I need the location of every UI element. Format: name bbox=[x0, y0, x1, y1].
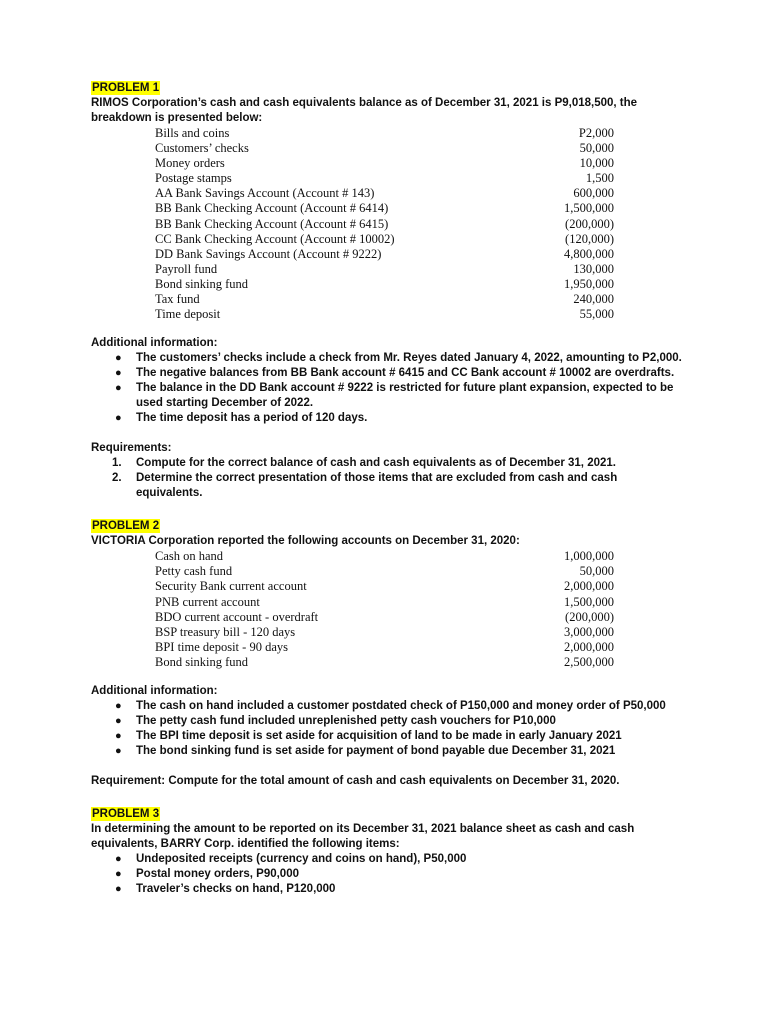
list-item: ● Traveler’s checks on hand, P120,000 bbox=[115, 882, 336, 895]
list-item: 1. Compute for the correct balance of cash and cash equivalents as of December 31, 2021. bbox=[112, 457, 616, 470]
table-row bbox=[155, 579, 614, 594]
problem-1-section bbox=[91, 78, 686, 501]
list-item: ● The BPI time deposit is set aside for acquisition of land to be made in early January 2021 bbox=[115, 729, 622, 742]
item-label: Money orders bbox=[155, 156, 225, 171]
list-item: ● Postal money orders, P90,000 bbox=[115, 867, 299, 880]
problem-3-list bbox=[91, 852, 686, 897]
table-row bbox=[155, 156, 614, 171]
item-amount: (120,000) bbox=[565, 231, 614, 246]
table-row bbox=[155, 625, 614, 640]
list-item: ● Undeposited receipts (currency and coins on hand), P50,000 bbox=[115, 852, 467, 865]
list-item: ● The petty cash fund included unreplenished petty cash vouchers for P10,000 bbox=[115, 714, 556, 727]
item-amount: 240,000 bbox=[573, 292, 614, 307]
table-row bbox=[155, 141, 614, 156]
table-row bbox=[155, 247, 614, 262]
problem-1-additional-title: Additional information: bbox=[91, 337, 218, 350]
item-label: PNB current account bbox=[155, 594, 260, 609]
problem-2-additional-title: Additional information: bbox=[91, 684, 218, 697]
table-row bbox=[155, 655, 614, 670]
item-amount: P2,000 bbox=[578, 126, 614, 140]
bullet-icon: ● bbox=[115, 412, 122, 425]
item-label: BB Bank Checking Account (Account # 6415) bbox=[155, 216, 389, 231]
problem-1-requirements-title: Requirements: bbox=[91, 442, 172, 455]
item-amount: (200,000) bbox=[565, 609, 614, 624]
problem-1-table bbox=[155, 126, 614, 322]
table-row bbox=[155, 610, 614, 625]
item-amount: 50,000 bbox=[579, 564, 614, 579]
table-row bbox=[155, 549, 614, 564]
problem-1-intro: RIMOS Corporation’s cash and cash equivalents balance as of December 31, 2021 is P9,018,500, the breakdown is presented below: bbox=[91, 97, 638, 124]
bullet-icon: ● bbox=[115, 729, 122, 742]
item-amount: 10,000 bbox=[579, 156, 614, 171]
table-row bbox=[155, 232, 614, 247]
bullet-icon: ● bbox=[115, 382, 122, 395]
item-amount: (200,000) bbox=[565, 216, 614, 231]
problem-1-requirements-list bbox=[91, 456, 686, 501]
problem-1-additional-list bbox=[91, 351, 686, 426]
list-item: ● The customers’ checks include a check from Mr. Reyes dated January 4, 2022, amounting to P2,000. bbox=[115, 352, 682, 365]
item-label: Bond sinking fund bbox=[155, 276, 249, 291]
item-label: BDO current account - overdraft bbox=[155, 609, 319, 624]
table-row bbox=[155, 217, 614, 232]
item-amount: 600,000 bbox=[573, 186, 614, 201]
list-item: 2. Determine the correct presentation of those items that are excluded from cash and cash equivalents. bbox=[112, 472, 618, 500]
item-label: Tax fund bbox=[155, 292, 200, 307]
table-row bbox=[155, 126, 614, 141]
item-label: Petty cash fund bbox=[155, 564, 233, 579]
list-item: ● The cash on hand included a customer postdated check of P150,000 and money order of P50,000 bbox=[115, 699, 666, 712]
item-amount: 2,500,000 bbox=[564, 654, 614, 669]
table-row bbox=[155, 640, 614, 655]
problem-1-heading: PROBLEM 1 bbox=[92, 82, 160, 94]
item-amount: 55,000 bbox=[579, 307, 614, 322]
list-item: ● The time deposit has a period of 120 days. bbox=[115, 412, 368, 425]
bullet-icon: ● bbox=[115, 367, 122, 380]
problem-2-intro: VICTORIA Corporation reported the following accounts on December 31, 2020: bbox=[91, 535, 520, 548]
problem-3-heading: PROBLEM 3 bbox=[92, 807, 160, 820]
item-label: Cash on hand bbox=[155, 549, 224, 564]
problem-2-heading: PROBLEM 2 bbox=[92, 520, 160, 533]
document-page bbox=[91, 78, 686, 897]
item-amount: 3,000,000 bbox=[564, 624, 614, 639]
table-row bbox=[155, 307, 614, 322]
table-row bbox=[155, 564, 614, 579]
item-label: Customers’ checks bbox=[155, 141, 249, 156]
problem-2-additional-list bbox=[91, 699, 686, 759]
item-amount: 1,950,000 bbox=[564, 276, 614, 291]
item-label: Payroll fund bbox=[155, 261, 218, 276]
table-row bbox=[155, 595, 614, 610]
item-amount: 1,500 bbox=[585, 171, 614, 186]
item-amount: 130,000 bbox=[573, 261, 614, 276]
item-label: BB Bank Checking Account (Account # 6414) bbox=[155, 201, 389, 216]
item-label: BSP treasury bill - 120 days bbox=[155, 624, 296, 639]
problem-3-intro: In determining the amount to be reported on its December 31, 2021 balance sheet as cash and cash equivalents, BARRY Corp. identified the following items: bbox=[91, 822, 635, 850]
bullet-icon: ● bbox=[115, 744, 122, 757]
item-label: BPI time deposit - 90 days bbox=[155, 639, 288, 654]
problem-2-section bbox=[91, 516, 686, 789]
bullet-icon: ● bbox=[115, 852, 122, 865]
item-amount: 2,000,000 bbox=[564, 639, 614, 654]
item-label: AA Bank Savings Account (Account # 143) bbox=[155, 186, 375, 201]
bullet-icon: ● bbox=[115, 882, 122, 895]
item-label: Bond sinking fund bbox=[155, 654, 249, 669]
problem-2-requirement: Requirement: Compute for the total amount of cash and cash equivalents on December 31, 2020. bbox=[91, 774, 620, 787]
problem-3-section bbox=[91, 804, 686, 897]
bullet-icon: ● bbox=[115, 352, 122, 365]
bullet-icon: ● bbox=[115, 714, 122, 727]
item-amount: 1,000,000 bbox=[564, 549, 614, 564]
bullet-icon: ● bbox=[115, 699, 122, 712]
table-row bbox=[155, 171, 614, 186]
problem-2-table bbox=[155, 549, 614, 670]
table-row bbox=[155, 201, 614, 216]
item-label: Security Bank current account bbox=[155, 579, 307, 594]
item-amount: 1,500,000 bbox=[564, 594, 614, 609]
list-item: ● The bond sinking fund is set aside for payment of bond payable due December 31, 2021 bbox=[115, 744, 616, 757]
item-amount: 2,000,000 bbox=[564, 579, 614, 594]
item-label: Postage stamps bbox=[155, 171, 232, 186]
item-amount: 50,000 bbox=[579, 141, 614, 156]
item-amount: 1,500,000 bbox=[564, 201, 614, 216]
item-label: CC Bank Checking Account (Account # 10002) bbox=[155, 231, 395, 246]
bullet-icon: ● bbox=[115, 867, 122, 880]
table-row bbox=[155, 262, 614, 277]
item-label: Time deposit bbox=[155, 307, 221, 322]
table-row bbox=[155, 292, 614, 307]
list-item: ● The negative balances from BB Bank account # 6415 and CC Bank account # 10002 are overdrafts. bbox=[115, 367, 675, 380]
table-row bbox=[155, 277, 614, 292]
item-label: DD Bank Savings Account (Account # 9222) bbox=[155, 246, 382, 261]
item-label: Bills and coins bbox=[155, 126, 230, 140]
list-item: ● The balance in the DD Bank account # 9222 is restricted for future plant expansion, expected to be used starting December of 2022. bbox=[115, 382, 674, 410]
item-amount: 4,800,000 bbox=[564, 246, 614, 261]
table-row bbox=[155, 186, 614, 201]
